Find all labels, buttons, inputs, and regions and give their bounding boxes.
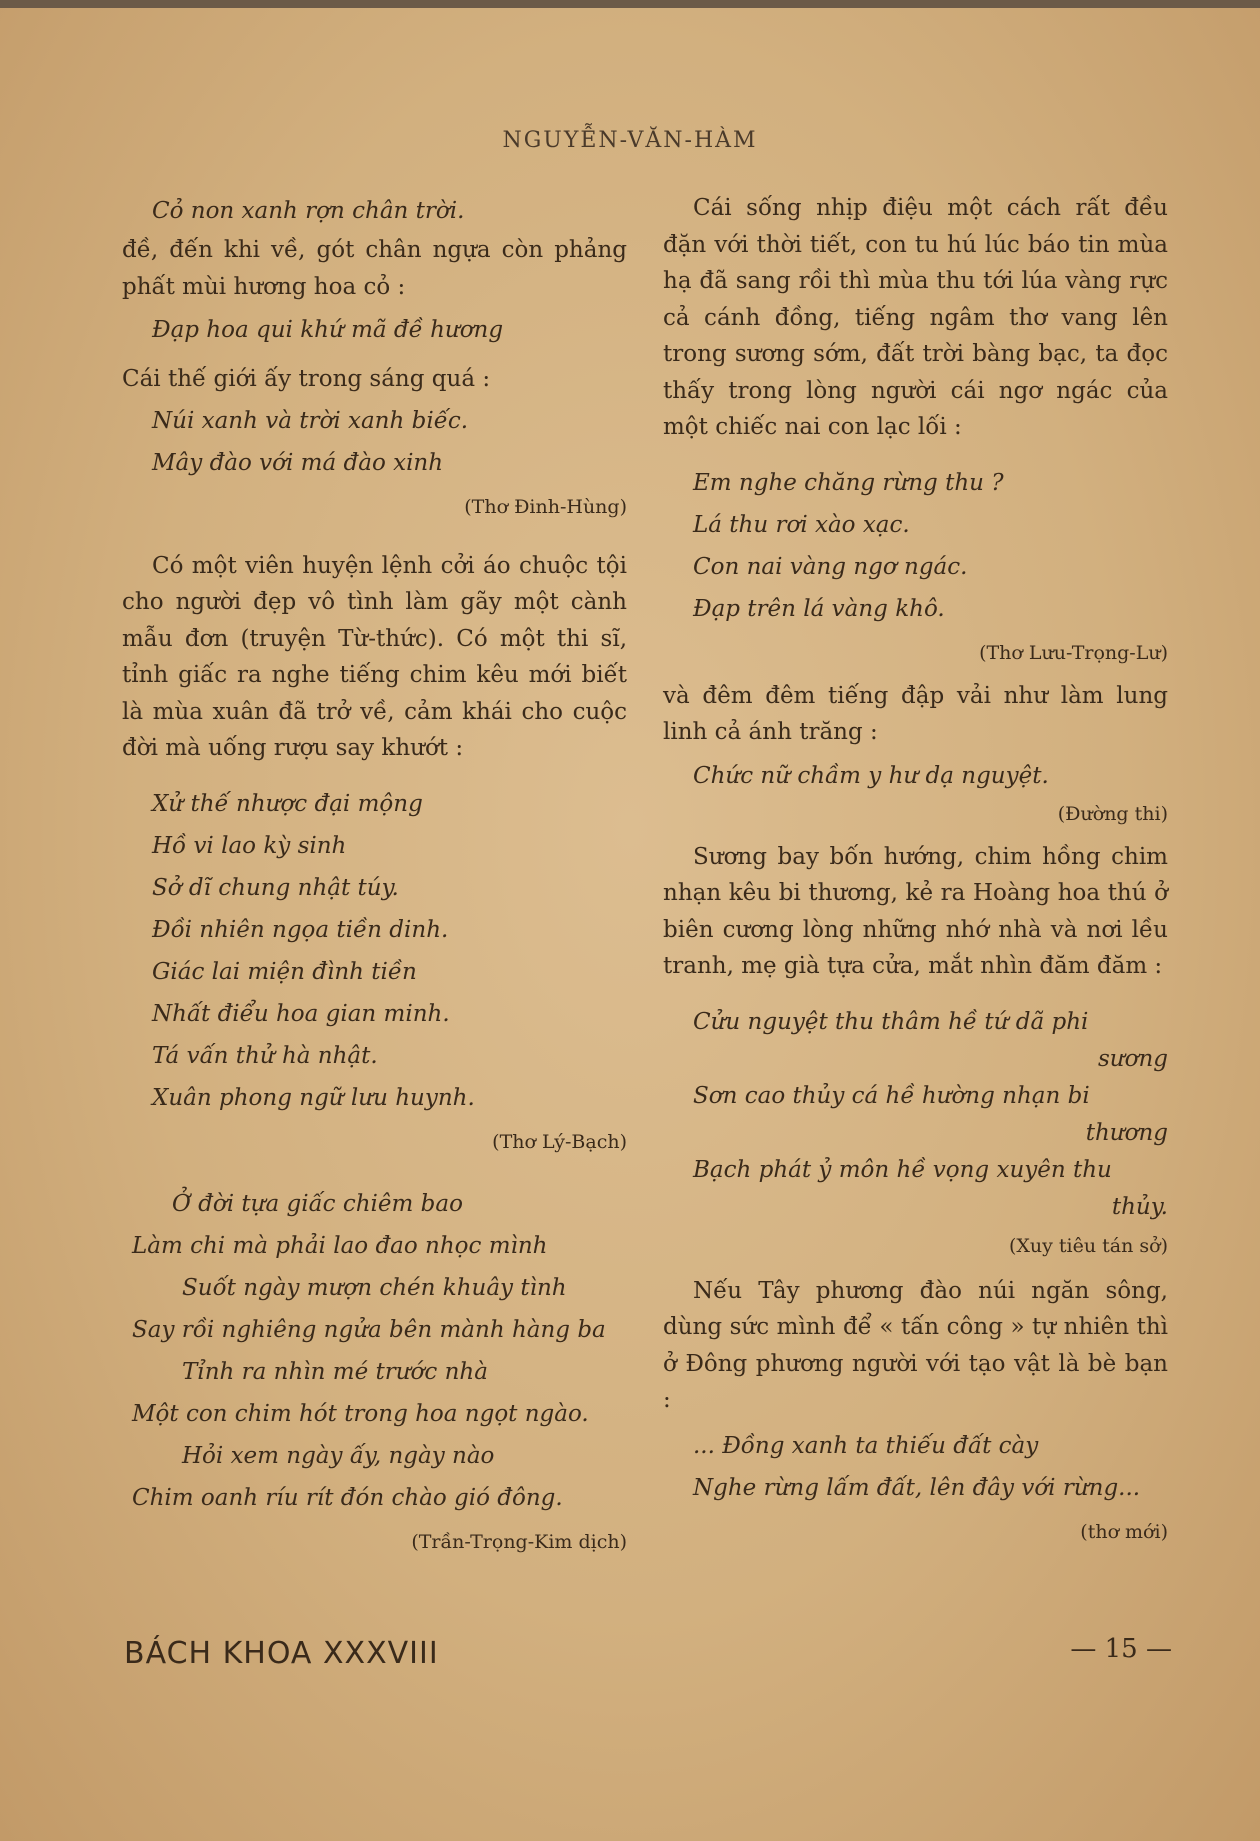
poem-line: Tỉnh ra nhìn mé trước nhà xyxy=(182,1358,488,1385)
poem-line: Lá thu rơi xào xạc. xyxy=(693,511,910,538)
paragraph: Cái sống nhịp điệu một cách rất đều đặn với thời tiết, con tu hú lúc báo tin mùa hạ đã sang rồi thì mùa thu tới lúa vàng rực cả cánh đồng, tiếng ngâm thơ vang lên trong sương sớm, đất trời bàng bạc, ta đọc thấy trong lòng người cái ngơ ngác của một chiếc nai con lạc lối : xyxy=(663,195,1168,440)
poem-line: Đạp hoa qui khứ mã đề hương xyxy=(152,317,504,343)
paragraph: Sương bay bốn hướng, chim hồng chim nhạn kêu bi thương, kẻ ra Hoàng hoa thú ở biên cương lòng những nhớ nhà và nơi lều tranh, mẹ già tựa cửa, mắt nhìn đăm đăm : xyxy=(663,843,1168,979)
poem-line: Sơn cao thủy cá hề hường nhạn bi xyxy=(693,1082,1090,1109)
poem-line: Hồ vi lao kỳ sinh xyxy=(152,832,347,859)
attribution: (Trần-Trọng-Kim dịch) xyxy=(411,1530,627,1553)
magazine-footer: BÁCH KHOA XXXVIII xyxy=(124,1636,439,1671)
page-number: — 15 — xyxy=(1070,1634,1172,1664)
right-column xyxy=(663,190,1168,1573)
poem-tran-trong-kim xyxy=(122,1183,627,1519)
page-top-edge xyxy=(0,0,1260,8)
poem-line: Suốt ngày mượn chén khuây tình xyxy=(182,1274,567,1301)
attribution: (Thơ Đinh-Hùng) xyxy=(464,495,627,518)
poem-line: Mây đào với má đào xinh xyxy=(152,449,444,476)
poem-xuy-tieu xyxy=(663,1001,1168,1223)
poem-ly-bach xyxy=(122,783,627,1119)
attribution: (Đường thi) xyxy=(1057,802,1168,825)
paragraph: Cái thế giới ấy trong sáng quá : xyxy=(122,366,491,392)
poem-line: Chức nữ chầm y hư dạ nguyệt. xyxy=(693,762,1049,789)
poem-line: Cỏ non xanh rợn chân trời. xyxy=(152,198,465,224)
poem-tho-moi xyxy=(663,1425,1168,1509)
poem-line: Em nghe chăng rừng thu ? xyxy=(693,469,1004,496)
poem-line: Nghe rừng lấm đất, lên đây với rừng... xyxy=(693,1474,1141,1501)
poem-line: Con nai vàng ngơ ngác. xyxy=(693,553,968,580)
poem-line: Xuân phong ngữ lưu huynh. xyxy=(152,1084,475,1111)
poem-line: ... Đồng xanh ta thiếu đất cày xyxy=(693,1432,1039,1459)
poem-line: Đạp trên lá vàng khô. xyxy=(693,595,945,622)
running-header: NGUYỄN-VĂN-HÀM xyxy=(502,128,758,153)
attribution: (Xuy tiêu tán sở) xyxy=(1008,1234,1168,1257)
poem-line-continuation: thương xyxy=(1085,1119,1168,1146)
poem-line: Ở đời tựa giấc chiêm bao xyxy=(172,1190,463,1217)
poem-line: Đồi nhiên ngọa tiền dinh. xyxy=(152,916,449,943)
poem-line: Sở dĩ chung nhật túy. xyxy=(152,874,399,901)
poem-line-continuation: sương xyxy=(1098,1045,1168,1072)
paragraph: và đêm đêm tiếng đập vải như làm lung linh cả ánh trăng : xyxy=(663,682,1168,745)
poem-line: Làm chi mà phải lao đao nhọc mình xyxy=(132,1232,548,1259)
paragraph: đề, đến khi về, gót chân ngựa còn phảng phất mùi hương hoa cỏ : xyxy=(122,237,627,300)
poem-line: Một con chim hót trong hoa ngọt ngào. xyxy=(132,1400,589,1427)
poem-line: Nhất điểu hoa gian minh. xyxy=(152,1000,450,1027)
poem-line: Say rồi nghiêng ngửa bên mành hàng ba xyxy=(132,1316,606,1343)
poem-line: Xử thế nhược đại mộng xyxy=(152,790,423,817)
poem-line-continuation: thủy. xyxy=(1111,1193,1168,1220)
paragraph: Có một viên huyện lệnh cởi áo chuộc tội cho người đẹp vô tình làm gãy một cành mẫu đơn (truyện Từ-thức). Có một thi sĩ, tỉnh giấc ra nghe tiếng chim kêu mới biết là mùa xuân đã trở về, cảm khái cho cuộc đời mà uống rượu say khướt : xyxy=(122,552,627,761)
poem-line: Hỏi xem ngày ấy, ngày nào xyxy=(182,1442,495,1469)
poem-line: Tá vấn thử hà nhật. xyxy=(152,1042,378,1069)
poem-dinh-hung xyxy=(122,400,627,484)
poem-line: Giác lai miện đình tiền xyxy=(152,958,417,985)
poem-line: Cửu nguyệt thu thâm hề tứ dã phi xyxy=(693,1008,1089,1035)
poem-line: Núi xanh và trời xanh biếc. xyxy=(152,407,469,434)
poem-line: Chim oanh ríu rít đón chào gió đông. xyxy=(132,1484,563,1511)
attribution: (Thơ Lưu-Trọng-Lư) xyxy=(979,641,1168,664)
attribution: (thơ mới) xyxy=(1080,1520,1168,1543)
poem-line: Bạch phát ỷ môn hề vọng xuyên thu xyxy=(693,1156,1112,1183)
left-column xyxy=(122,190,627,1583)
paragraph: Nếu Tây phương đào núi ngăn sông, dùng sức mình để « tấn công » tự nhiên thì ở Đông phương người với tạo vật là bè bạn : xyxy=(663,1277,1168,1413)
attribution: (Thơ Lý-Bạch) xyxy=(492,1130,627,1153)
poem-luu-trong-lu xyxy=(663,462,1168,630)
